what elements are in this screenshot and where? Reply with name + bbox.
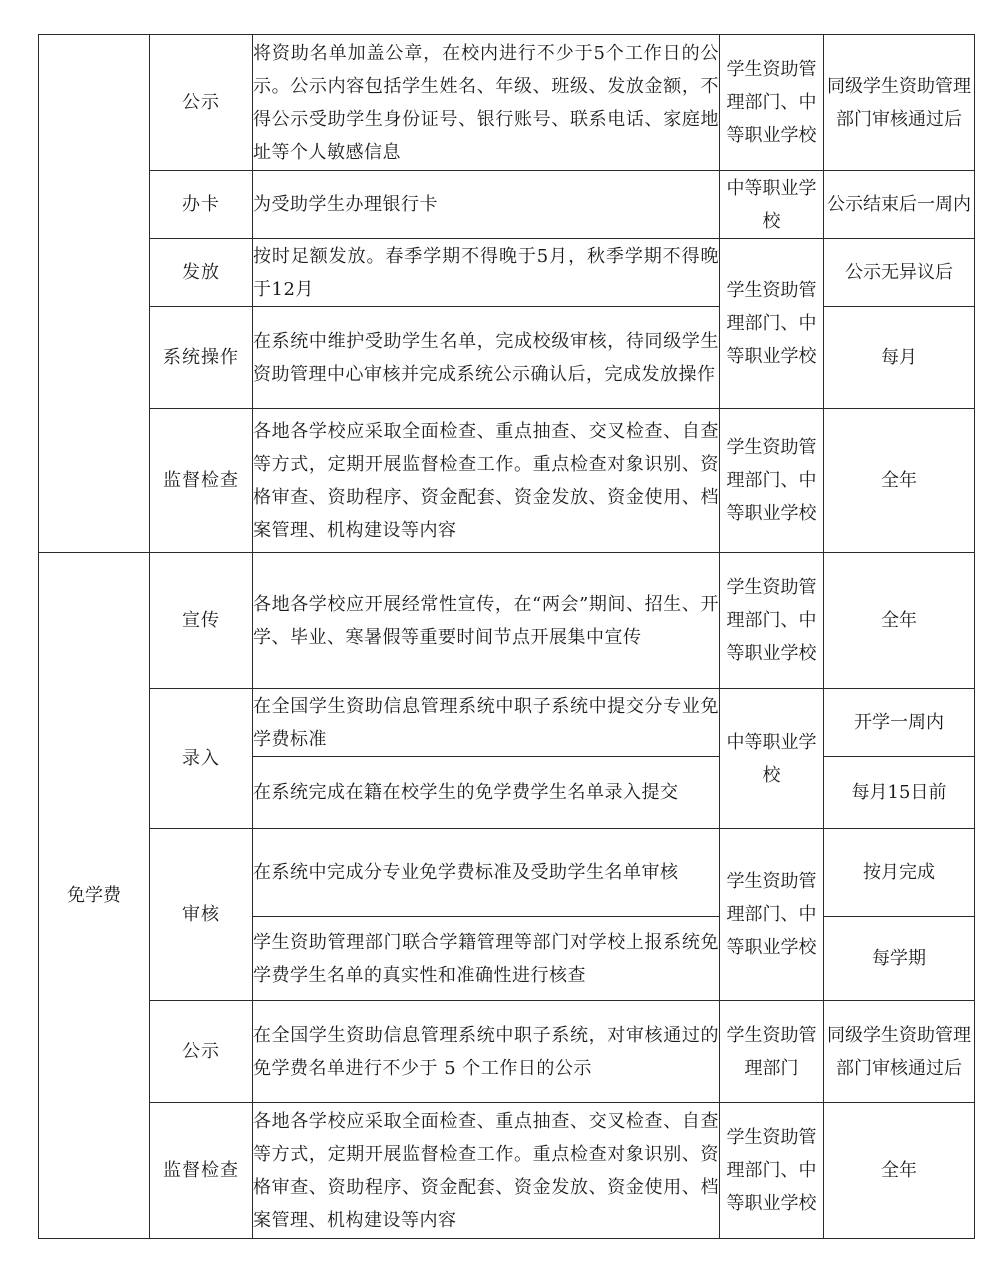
- time-cell: 全年: [824, 553, 975, 689]
- funding-procedure-table: [38, 34, 975, 1239]
- description-cell: 学生资助管理部门联合学籍管理等部门对学校上报系统免学费学生名单的真实性和准确性进行核查: [253, 917, 720, 1001]
- description-cell: 在系统完成在籍在校学生的免学费学生名单录入提交: [253, 757, 720, 829]
- step-cell: 录入: [150, 689, 253, 829]
- table-row: [39, 689, 975, 757]
- category-cell: [39, 35, 150, 553]
- time-cell: 每学期: [824, 917, 975, 1001]
- time-cell: 全年: [824, 1103, 975, 1239]
- description-cell: 各地各学校应采取全面检查、重点抽查、交叉检查、自查等方式，定期开展监督检查工作。重点检查对象识别、资格审查、资助程序、资金配套、资金发放、资金使用、档案管理、机构建设等内容: [253, 1103, 720, 1239]
- step-cell: 公示: [150, 35, 253, 171]
- table-row: [39, 239, 975, 307]
- step-cell: 监督检查: [150, 1103, 253, 1239]
- time-cell: 按月完成: [824, 829, 975, 917]
- description-cell: 将资助名单加盖公章，在校内进行不少于5个工作日的公示。公示内容包括学生姓名、年级、班级、发放金额，不得公示受助学生身份证号、银行账号、联系电话、家庭地址等个人敏感信息: [253, 35, 720, 171]
- table-row: [39, 307, 975, 409]
- table-row: [39, 1103, 975, 1239]
- responsible-unit-cell: 学生资助管理部门、中等职业学校: [720, 553, 824, 689]
- category-cell: 免学费: [39, 553, 150, 1239]
- time-cell: 每月: [824, 307, 975, 409]
- time-cell: 公示结束后一周内: [824, 171, 975, 239]
- step-cell: 宣传: [150, 553, 253, 689]
- responsible-unit-cell: 学生资助管理部门、中等职业学校: [720, 1103, 824, 1239]
- table-row: [39, 1001, 975, 1103]
- description-cell: 按时足额发放。春季学期不得晚于5月，秋季学期不得晚于12月: [253, 239, 720, 307]
- description-cell: 在系统中维护受助学生名单，完成校级审核，待同级学生资助管理中心审核并完成系统公示确认后，完成发放操作: [253, 307, 720, 409]
- description-cell: 在全国学生资助信息管理系统中职子系统，对审核通过的免学费名单进行不少于 5 个工作日的公示: [253, 1001, 720, 1103]
- table-row: [39, 409, 975, 553]
- description-cell: 各地各学校应采取全面检查、重点抽查、交叉检查、自查等方式，定期开展监督检查工作。重点检查对象识别、资格审查、资助程序、资金配套、资金发放、资金使用、档案管理、机构建设等内容: [253, 409, 720, 553]
- step-cell: 发放: [150, 239, 253, 307]
- responsible-unit-cell: 中等职业学校: [720, 689, 824, 829]
- step-cell: 系统操作: [150, 307, 253, 409]
- responsible-unit-cell: 学生资助管理部门、中等职业学校: [720, 239, 824, 409]
- table-row: [39, 35, 975, 171]
- responsible-unit-cell: 学生资助管理部门、中等职业学校: [720, 409, 824, 553]
- responsible-unit-cell: 中等职业学校: [720, 171, 824, 239]
- step-cell: 公示: [150, 1001, 253, 1103]
- time-cell: 开学一周内: [824, 689, 975, 757]
- table-row: [39, 553, 975, 689]
- step-cell: 监督检查: [150, 409, 253, 553]
- description-cell: 在全国学生资助信息管理系统中职子系统中提交分专业免学费标准: [253, 689, 720, 757]
- table-row: [39, 829, 975, 917]
- time-cell: 同级学生资助管理部门审核通过后: [824, 1001, 975, 1103]
- description-cell: 各地各学校应开展经常性宣传，在“两会”期间、招生、开学、毕业、寒暑假等重要时间节点开展集中宣传: [253, 553, 720, 689]
- step-cell: 办卡: [150, 171, 253, 239]
- description-cell: 为受助学生办理银行卡: [253, 171, 720, 239]
- step-cell: 审核: [150, 829, 253, 1001]
- responsible-unit-cell: 学生资助管理部门: [720, 1001, 824, 1103]
- time-cell: 每月15日前: [824, 757, 975, 829]
- time-cell: 公示无异议后: [824, 239, 975, 307]
- time-cell: 同级学生资助管理部门审核通过后: [824, 35, 975, 171]
- table-row: [39, 171, 975, 239]
- responsible-unit-cell: 学生资助管理部门、中等职业学校: [720, 829, 824, 1001]
- description-cell: 在系统中完成分专业免学费标准及受助学生名单审核: [253, 829, 720, 917]
- responsible-unit-cell: 学生资助管理部门、中等职业学校: [720, 35, 824, 171]
- time-cell: 全年: [824, 409, 975, 553]
